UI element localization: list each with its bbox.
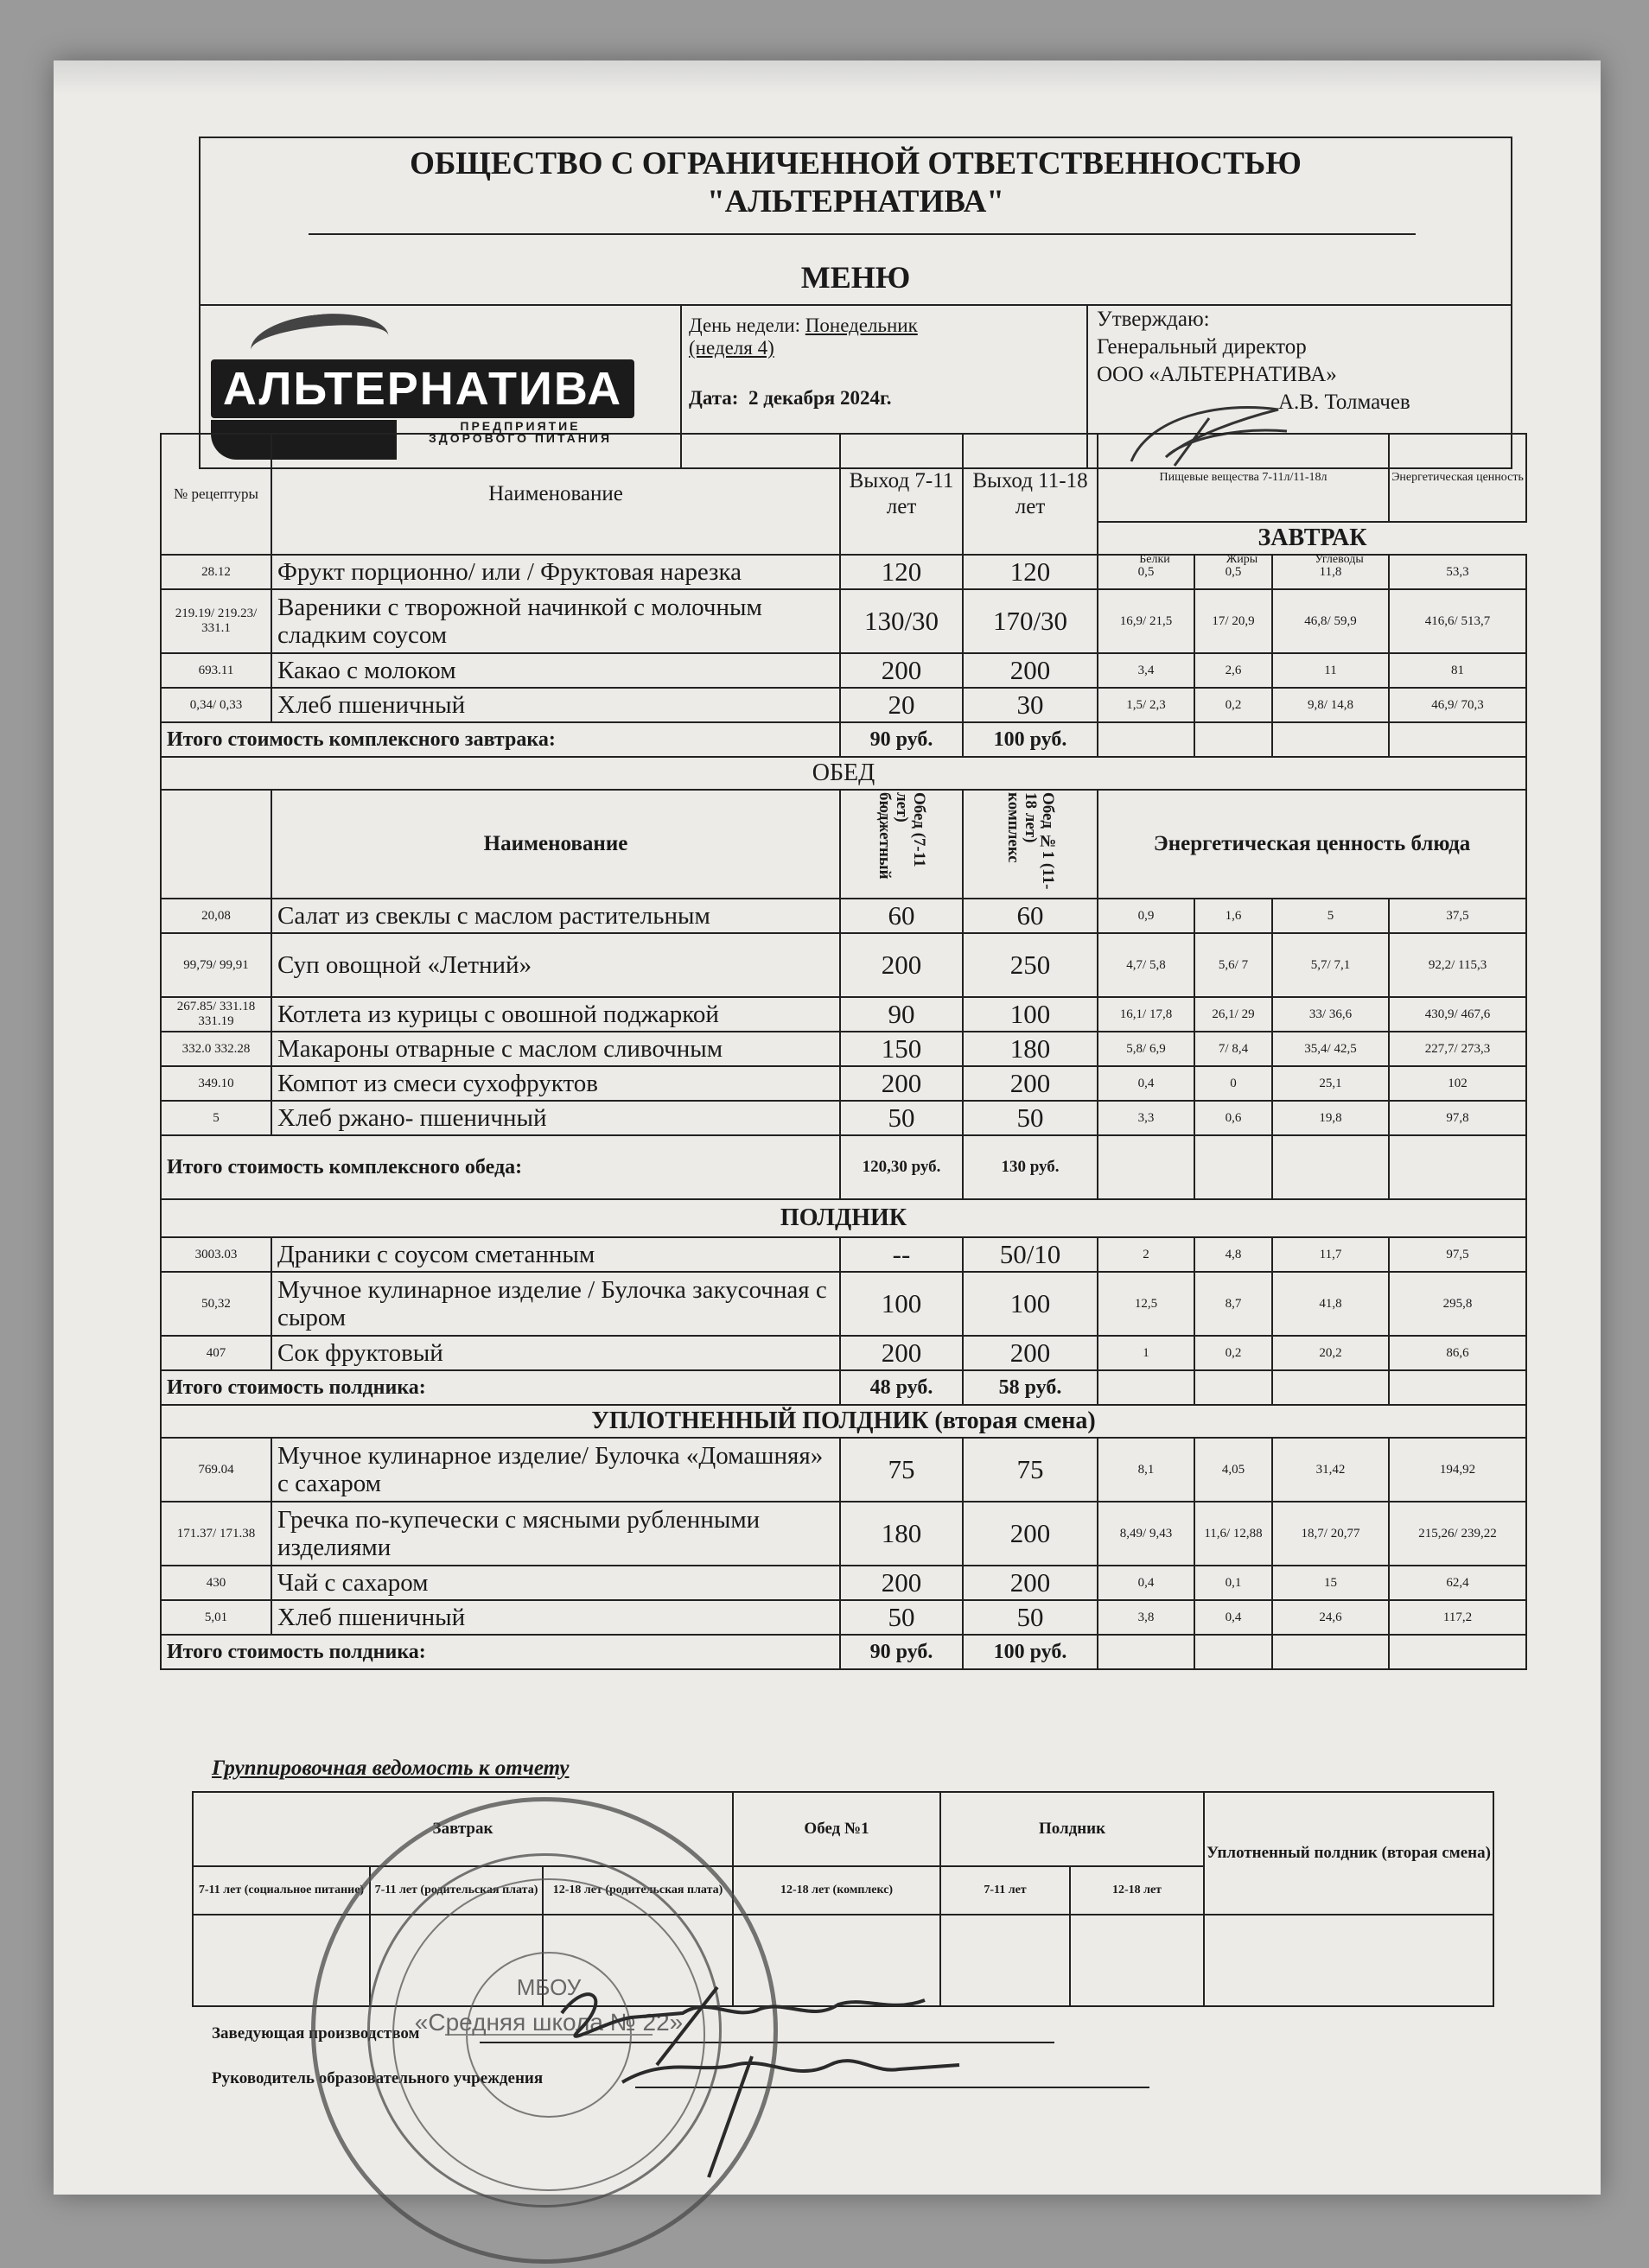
dish-name: Макароны отварные с маслом сливочным (271, 1032, 840, 1066)
recipe-no: 5 (161, 1101, 271, 1135)
breakfast-section-title: ЗАВТРАК (1098, 522, 1526, 555)
grp-b-7-11: 7-11 лет (социальное питание) (193, 1866, 370, 1915)
protein: 1,5/ 2,3 (1098, 688, 1194, 722)
carbs: 41,8 (1272, 1272, 1389, 1336)
col-out-7-11: Выход 7-11 лет (840, 434, 963, 555)
recipe-no: 28.12 (161, 555, 271, 589)
table-row (161, 653, 1526, 688)
col-out-11-18: Выход 11-18 лет (963, 434, 1098, 555)
dish-name: Какао с молоком (271, 653, 840, 688)
stamp-center-text2: «Средняя школа № 22» (414, 2009, 684, 2036)
carbs: 46,8/ 59,9 (1272, 589, 1389, 653)
output-11-18: 200 (963, 1566, 1098, 1600)
snack2-total-row (161, 1635, 1526, 1669)
fat: 0 (1194, 1066, 1272, 1101)
date-value: 2 декабря 2024г. (748, 387, 892, 409)
table-row (161, 1032, 1526, 1066)
approval-line2: Генеральный директор (1097, 335, 1307, 359)
recipe-no: 99,79/ 99,91 (161, 933, 271, 997)
dish-name: Фрукт порционно/ или / Фруктовая нарезка (271, 555, 840, 589)
energy: 37,5 (1389, 899, 1526, 933)
table-row (161, 899, 1526, 933)
protein: 0,5 (1098, 555, 1194, 589)
energy: 97,8 (1389, 1101, 1526, 1135)
lunch-total-label: Итого стоимость комплексного обеда: (161, 1135, 840, 1199)
carbs: 15 (1272, 1566, 1389, 1600)
menu-table (160, 433, 1527, 1670)
carbs: 31,42 (1272, 1438, 1389, 1502)
output-11-18: 50 (963, 1101, 1098, 1135)
footer-head-institution: Руководитель образовательного учреждения (212, 2069, 544, 2087)
output-11-18: 30 (963, 688, 1098, 722)
dish-name: Гречка по-купечески с мясными рубленными изделиями (271, 1502, 840, 1566)
table-row (161, 997, 1526, 1032)
output-7-11: 200 (840, 933, 963, 997)
lunch-col-complex: Обед №1 (11-18 лет) комплекс (1004, 792, 1057, 890)
output-11-18: 200 (963, 1336, 1098, 1370)
grouping-title: Группировочная ведомость к отчету (212, 1757, 570, 1780)
output-7-11: 200 (840, 1066, 963, 1101)
dish-name: Драники с соусом сметанным (271, 1237, 840, 1272)
approval-line1: Утверждаю: (1097, 308, 1210, 331)
energy: 117,2 (1389, 1600, 1526, 1635)
dish-name: Компот из смеси сухофруктов (271, 1066, 840, 1101)
table-row (161, 1066, 1526, 1101)
grp-snack: Полдник (940, 1792, 1204, 1866)
table-row (161, 589, 1526, 653)
lunch-col-energy: Энергетическая ценность блюда (1098, 790, 1526, 899)
fat: 5,6/ 7 (1194, 933, 1272, 997)
recipe-no: 171.37/ 171.38 (161, 1502, 271, 1566)
protein: 12,5 (1098, 1272, 1194, 1336)
snack-price-7-11: 48 руб. (840, 1370, 963, 1405)
handwritten-signature-icon (510, 1961, 994, 2186)
protein: 16,1/ 17,8 (1098, 997, 1194, 1032)
sub-carbs: Углеводы (1315, 553, 1364, 566)
table-row (161, 1101, 1526, 1135)
carbs: 35,4/ 42,5 (1272, 1032, 1389, 1066)
table-row (161, 1566, 1526, 1600)
org-name-line1: ОБЩЕСТВО С ОГРАНИЧЕННОЙ ОТВЕТСТВЕННОСТЬЮ (410, 146, 1302, 181)
date-label: Дата: (689, 387, 739, 409)
fat: 0,1 (1194, 1566, 1272, 1600)
fat: 2,6 (1194, 653, 1272, 688)
table-row (161, 1502, 1526, 1566)
logo-wordmark: АЛЬТЕРНАТИВА (211, 359, 634, 418)
grp-b-12-18-paid: 12-18 лет (родительская плата) (543, 1866, 733, 1915)
dish-name: Суп овощной «Летний» (271, 933, 840, 997)
output-7-11: 120 (840, 555, 963, 589)
output-7-11: 200 (840, 1566, 963, 1600)
output-11-18: 75 (963, 1438, 1098, 1502)
protein: 0,9 (1098, 899, 1194, 933)
snack2-total-label: Итого стоимость полдника: (161, 1635, 840, 1669)
output-11-18: 200 (963, 653, 1098, 688)
energy: 53,3 (1389, 555, 1526, 589)
fat: 17/ 20,9 (1194, 589, 1272, 653)
lunch-header-row (161, 790, 1526, 899)
fat: 26,1/ 29 (1194, 997, 1272, 1032)
dish-name: Сок фруктовый (271, 1336, 840, 1370)
carbs: 5 (1272, 899, 1389, 933)
protein: 1 (1098, 1336, 1194, 1370)
fat: 0,4 (1194, 1600, 1272, 1635)
dish-name: Хлеб пшеничный (271, 688, 840, 722)
table-header-row (161, 434, 1526, 522)
output-7-11: 150 (840, 1032, 963, 1066)
output-7-11: 90 (840, 997, 963, 1032)
protein: 4,7/ 5,8 (1098, 933, 1194, 997)
carbs: 11,8 (1272, 555, 1389, 589)
fat: 11,6/ 12,88 (1194, 1502, 1272, 1566)
snack-section-title: ПОЛДНИК (161, 1199, 1526, 1237)
fat: 7/ 8,4 (1194, 1032, 1272, 1066)
table-row (161, 1237, 1526, 1272)
carbs: 33/ 36,6 (1272, 997, 1389, 1032)
recipe-no: 267.85/ 331.18 331.19 (161, 997, 271, 1032)
output-11-18: 180 (963, 1032, 1098, 1066)
protein: 3,4 (1098, 653, 1194, 688)
output-7-11: 100 (840, 1272, 963, 1336)
breakfast-price-11-18: 100 руб. (963, 722, 1098, 757)
carbs: 5,7/ 7,1 (1272, 933, 1389, 997)
grp-s-12-18: 12-18 лет (1070, 1866, 1204, 1915)
output-7-11: 75 (840, 1438, 963, 1502)
lunch-section-title: ОБЕД (161, 757, 1526, 790)
day-label: День недели: (689, 314, 801, 336)
snack-price-11-18: 58 руб. (963, 1370, 1098, 1405)
output-7-11: 50 (840, 1101, 963, 1135)
snack2-price-7-11: 90 руб. (840, 1635, 963, 1669)
snack-total-row (161, 1370, 1526, 1405)
output-11-18: 50 (963, 1600, 1098, 1635)
table-row (161, 1438, 1526, 1502)
breakfast-total-label: Итого стоимость комплексного завтрака: (161, 722, 840, 757)
output-11-18: 100 (963, 997, 1098, 1032)
col-recipe-no: № рецептуры (161, 434, 271, 555)
fat: 0,2 (1194, 1336, 1272, 1370)
protein: 2 (1098, 1237, 1194, 1272)
energy: 194,92 (1389, 1438, 1526, 1502)
protein: 8,1 (1098, 1438, 1194, 1502)
fat: 4,05 (1194, 1438, 1272, 1502)
snack-total-label: Итого стоимость полдника: (161, 1370, 840, 1405)
grp-s-7-11: 7-11 лет (940, 1866, 1070, 1915)
recipe-no: 349.10 (161, 1066, 271, 1101)
organization-name (201, 138, 1511, 221)
energy: 62,4 (1389, 1566, 1526, 1600)
breakfast-total-row (161, 722, 1526, 757)
carbs: 19,8 (1272, 1101, 1389, 1135)
output-7-11: 130/30 (840, 589, 963, 653)
output-7-11: 20 (840, 688, 963, 722)
carbs: 25,1 (1272, 1066, 1389, 1101)
recipe-no: 3003.03 (161, 1237, 271, 1272)
protein: 0,4 (1098, 1066, 1194, 1101)
lunch-col-name: Наименование (271, 790, 840, 899)
fat: 4,8 (1194, 1237, 1272, 1272)
document-header (199, 137, 1512, 469)
breakfast-section (161, 555, 1526, 722)
protein: 8,49/ 9,43 (1098, 1502, 1194, 1566)
stamp-center-text: МБОУ (516, 1974, 582, 2000)
lunch-col-budget: Обед (7-11 лет) бюджетный (875, 792, 928, 880)
snack-section (161, 1237, 1526, 1370)
output-11-18: 60 (963, 899, 1098, 933)
output-7-11: -- (840, 1237, 963, 1272)
sub-fat: Жиры (1226, 553, 1258, 566)
output-7-11: 180 (840, 1502, 963, 1566)
approval-line3: ООО «АЛЬТЕРНАТИВА» (1097, 363, 1337, 386)
carbs: 11 (1272, 653, 1389, 688)
carbs: 18,7/ 20,77 (1272, 1502, 1389, 1566)
output-11-18: 200 (963, 1066, 1098, 1101)
protein: 3,3 (1098, 1101, 1194, 1135)
energy: 430,9/ 467,6 (1389, 997, 1526, 1032)
energy: 102 (1389, 1066, 1526, 1101)
grp-lunch1: Обед №1 (733, 1792, 940, 1866)
recipe-no: 50,32 (161, 1272, 271, 1336)
table-row (161, 1600, 1526, 1635)
breakfast-price-7-11: 90 руб. (840, 722, 963, 757)
divider (309, 233, 1416, 235)
output-11-18: 170/30 (963, 589, 1098, 653)
fat: 0,6 (1194, 1101, 1272, 1135)
dish-name: Чай с сахаром (271, 1566, 840, 1600)
menu-title: МЕНЮ (800, 260, 911, 295)
grp-snack2: Уплотненный полдник (вторая смена) (1204, 1792, 1493, 1915)
energy: 97,5 (1389, 1237, 1526, 1272)
protein: 16,9/ 21,5 (1098, 589, 1194, 653)
carbs: 20,2 (1272, 1336, 1389, 1370)
recipe-no: 20,08 (161, 899, 271, 933)
col-nutrients: Пищевые вещества 7-11л/11-18л (1098, 434, 1389, 522)
protein: 5,8/ 6,9 (1098, 1032, 1194, 1066)
snack2-section-title: УПЛОТНЕННЫЙ ПОЛДНИК (вторая смена) (161, 1405, 1526, 1438)
output-11-18: 50/10 (963, 1237, 1098, 1272)
carbs: 9,8/ 14,8 (1272, 688, 1389, 722)
energy: 295,8 (1389, 1272, 1526, 1336)
recipe-no: 430 (161, 1566, 271, 1600)
snack2-section (161, 1438, 1526, 1635)
lunch-total-row (161, 1135, 1526, 1199)
dish-name: Котлета из курицы с овошной поджаркой (271, 997, 840, 1032)
output-7-11: 50 (840, 1600, 963, 1635)
grp-b-7-11-paid: 7-11 лет (родительская плата) (370, 1866, 543, 1915)
nutrient-subheaders (1106, 553, 1525, 577)
dish-name: Хлеб ржано- пшеничный (271, 1101, 840, 1135)
energy: 227,7/ 273,3 (1389, 1032, 1526, 1066)
energy: 92,2/ 115,3 (1389, 933, 1526, 997)
output-11-18: 250 (963, 933, 1098, 997)
fat: 0,2 (1194, 688, 1272, 722)
table-row (161, 688, 1526, 722)
dish-name: Мучное кулинарное изделие/ Булочка «Домашняя» с сахаром (271, 1438, 840, 1502)
output-11-18: 200 (963, 1502, 1098, 1566)
lunch-price-7-11: 120,30 руб. (840, 1135, 963, 1199)
recipe-no: 769.04 (161, 1438, 271, 1502)
output-7-11: 200 (840, 653, 963, 688)
output-7-11: 200 (840, 1336, 963, 1370)
fat: 8,7 (1194, 1272, 1272, 1336)
recipe-no: 219.19/ 219.23/ 331.1 (161, 589, 271, 653)
table-row (161, 1336, 1526, 1370)
energy: 46,9/ 70,3 (1389, 688, 1526, 722)
grp-l-12-18: 12-18 лет (комплекс) (733, 1866, 940, 1915)
week-value: (неделя 4) (689, 337, 774, 359)
protein: 3,8 (1098, 1600, 1194, 1635)
grp-breakfast: Завтрак (193, 1792, 733, 1866)
footer-head-production: Заведующая производством (212, 2024, 420, 2042)
dish-name: Мучное кулинарное изделие / Булочка закусочная с сыром (271, 1272, 840, 1336)
output-11-18: 120 (963, 555, 1098, 589)
fat: 0,5 (1194, 555, 1272, 589)
lunch-price-11-18: 130 руб. (963, 1135, 1098, 1199)
col-name: Наименование (271, 434, 840, 555)
energy: 81 (1389, 653, 1526, 688)
output-7-11: 60 (840, 899, 963, 933)
col-energy: Энергетическая ценность (1389, 434, 1526, 522)
approval-name: А.В. Толмачев (1278, 391, 1410, 414)
recipe-no: 407 (161, 1336, 271, 1370)
recipe-no: 332.0 332.28 (161, 1032, 271, 1066)
day-value: Понедельник (805, 314, 918, 336)
lunch-section (161, 899, 1526, 1135)
recipe-no: 0,34/ 0,33 (161, 688, 271, 722)
recipe-no: 693.11 (161, 653, 271, 688)
table-row (161, 933, 1526, 997)
energy: 215,26/ 239,22 (1389, 1502, 1526, 1566)
energy: 416,6/ 513,7 (1389, 589, 1526, 653)
sub-protein: Белки (1139, 553, 1170, 566)
dish-name: Салат из свеклы с маслом растительным (271, 899, 840, 933)
carbs: 11,7 (1272, 1237, 1389, 1272)
protein: 0,4 (1098, 1566, 1194, 1600)
table-row (161, 1272, 1526, 1336)
dish-name: Хлеб пшеничный (271, 1600, 840, 1635)
energy: 86,6 (1389, 1336, 1526, 1370)
carbs: 24,6 (1272, 1600, 1389, 1635)
dish-name: Вареники с творожной начинкой с молочным сладким соусом (271, 589, 840, 653)
org-name-line2: "АЛЬТЕРНАТИВА" (707, 184, 1004, 219)
recipe-no: 5,01 (161, 1600, 271, 1635)
logo-subtitle: ПРЕДПРИЯТИЕ ЗДОРОВОГО ПИТАНИЯ (429, 419, 612, 445)
snack2-price-11-18: 100 руб. (963, 1635, 1098, 1669)
output-11-18: 100 (963, 1272, 1098, 1336)
fat: 1,6 (1194, 899, 1272, 933)
